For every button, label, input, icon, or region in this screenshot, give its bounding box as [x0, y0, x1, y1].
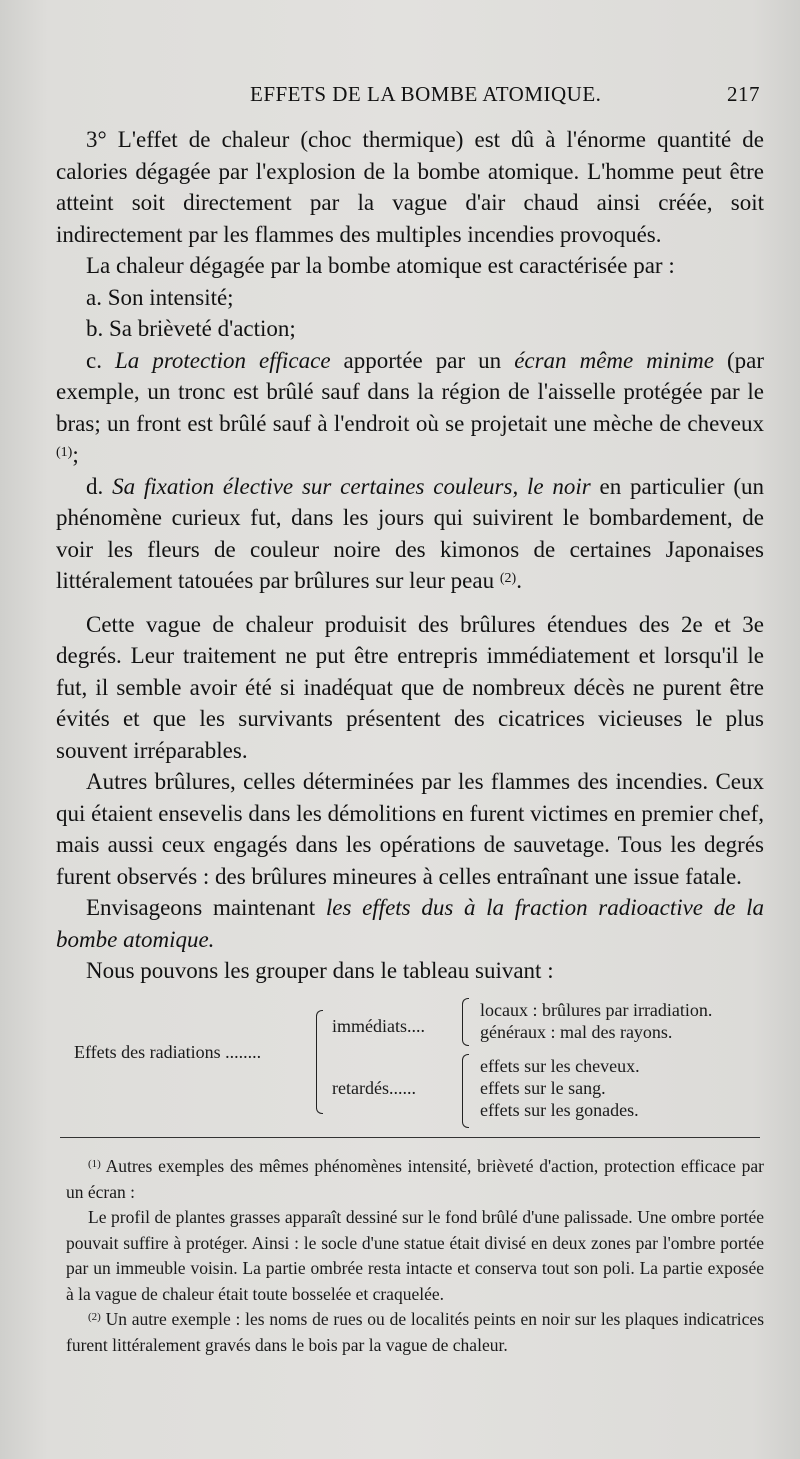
footnote-1 [66, 1154, 764, 1205]
item-c-end: ; [72, 442, 79, 467]
item-d-text: en particulier (un phénomène curieux fut, dans les jours qui suivirent le bombardement, de voir les fleurs de couleur noire des kimonos de certaines Japonaises littéralement tatouées par brûlures sur leur peau [56, 473, 765, 593]
item-c-label: c. [86, 347, 102, 373]
table-root-label: Effets des radiations ........ [74, 1042, 262, 1062]
paragraph-radioactive-italic: les effets dus à la fraction radioactive de la bombe atomique. [56, 895, 764, 952]
footnote-2 [66, 1307, 764, 1358]
footnote-1-mark: (1) [88, 1158, 101, 1170]
item-d-italic: Sa fixation élective sur certaines couleurs, le noir [112, 473, 591, 499]
paragraph-other-burns: Autres brûlures, celles déterminées par les flammes des incendies. Ceux qui étaient ensevelis dans les démolitions en furent victimes en premier chef, mais aussi ceux engagés dans les opérations de sauvetage. Tous les degrés furent observés : des brûlures mineures à celles entraînant une issue fatale. [56, 769, 764, 889]
paragraph-heat-effect: 3° L'effet de chaleur (choc thermique) est dû à l'énorme quantité de calories dégagée par l'explosion de la bombe atomique. L'homme peut être atteint soit directement par la vague d'air chaud ainsi créée, soit indirectement par les flammes des multiples incendies provoqués. [56, 127, 764, 247]
footnote-2-text: Un autre exemple : les noms de rues ou de localités peints en noir sur les plaques indicatrices furent littéralement gravés dans le bois par la vague de chaleur. [66, 1309, 764, 1355]
main-text [56, 124, 764, 987]
item-c-text-2: (par exemple, un tronc est brûlé sauf dans la région de l'aisselle protégée par le bras; un front est brûlé sauf à l'endroit où se projetait une mèche de cheveux [56, 347, 765, 436]
delayed-brace [462, 1054, 469, 1128]
page-number: 217 [727, 82, 760, 106]
footnote-ref-1[interactable]: (1) [56, 445, 73, 460]
footnote-1-intro: Autres exemples des mêmes phénomènes intensité, brièveté d'action, protection efficace par un écran : [66, 1156, 764, 1202]
item-c [56, 345, 764, 471]
item-c-italic-1: La protection efficace [115, 347, 331, 373]
item-d [56, 471, 764, 597]
table-item-gonads: effets sur les gonades. [480, 1100, 639, 1120]
paragraph-characteristics: La chaleur dégagée par la bombe atomique est caractérisée par : [86, 253, 675, 278]
table-item-general: généraux : mal des rayons. [480, 1022, 673, 1042]
paragraph-radioactive [56, 892, 764, 955]
table-immediate-label: immédiats.... [332, 1016, 425, 1036]
footnotes [66, 1154, 764, 1358]
paragraph-table-intro: Nous pouvons les grouper dans le tableau suivant : [86, 958, 554, 983]
item-c-text-1: apportée par un [330, 347, 515, 373]
table-item-local: locaux : brûlures par irradiation. [480, 1000, 713, 1020]
footnote-2-mark: (2) [88, 1311, 101, 1323]
paragraph-burns: Cette vague de chaleur produisit des brûlures étendues des 2e et 3e degrés. Leur traitement ne put être entrepris immédiatement et lorsqu'il le fut, il semble avoir été si inadéquat que de nombreux décès ne purent être évités et que les survivants présentent des cicatrices vicieuses le plus souvent irréparables. [56, 611, 764, 763]
table-delayed-label: retardés...... [332, 1078, 416, 1098]
footnote-ref-2[interactable]: (2) [499, 571, 517, 586]
radiation-effects-table [70, 998, 770, 1123]
item-c-italic-2: écran même minime [514, 347, 714, 373]
root-brace [316, 1010, 323, 1114]
immediate-brace [462, 998, 469, 1046]
item-d-label: d. [86, 473, 104, 499]
table-item-hair: effets sur les cheveux. [480, 1056, 640, 1076]
item-b: b. Sa brièveté d'action; [86, 316, 296, 341]
footnote-1-body: Le profil de plantes grasses apparaît dessiné sur le fond brûlé d'une palissade. Une ombre portée pouvait suffire à protéger. Ainsi : le socle d'une statue était divisé en deux zones par l'ombre portée par un immeuble voisin. La partie ombrée resta intacte et conserva tout son poli. La partie exposée à la vague de chaleur était toute bosselée et craquelée. [66, 1207, 764, 1304]
item-a: a. Son intensité; [86, 284, 234, 310]
paragraph-radioactive-text: Envisageons maintenant [86, 895, 326, 920]
table-item-blood: effets sur le sang. [480, 1078, 606, 1098]
running-title: EFFETS DE LA BOMBE ATOMIQUE. [250, 82, 602, 106]
running-header [60, 82, 760, 112]
footnote-divider [60, 1137, 760, 1138]
item-d-end: . [516, 568, 522, 593]
